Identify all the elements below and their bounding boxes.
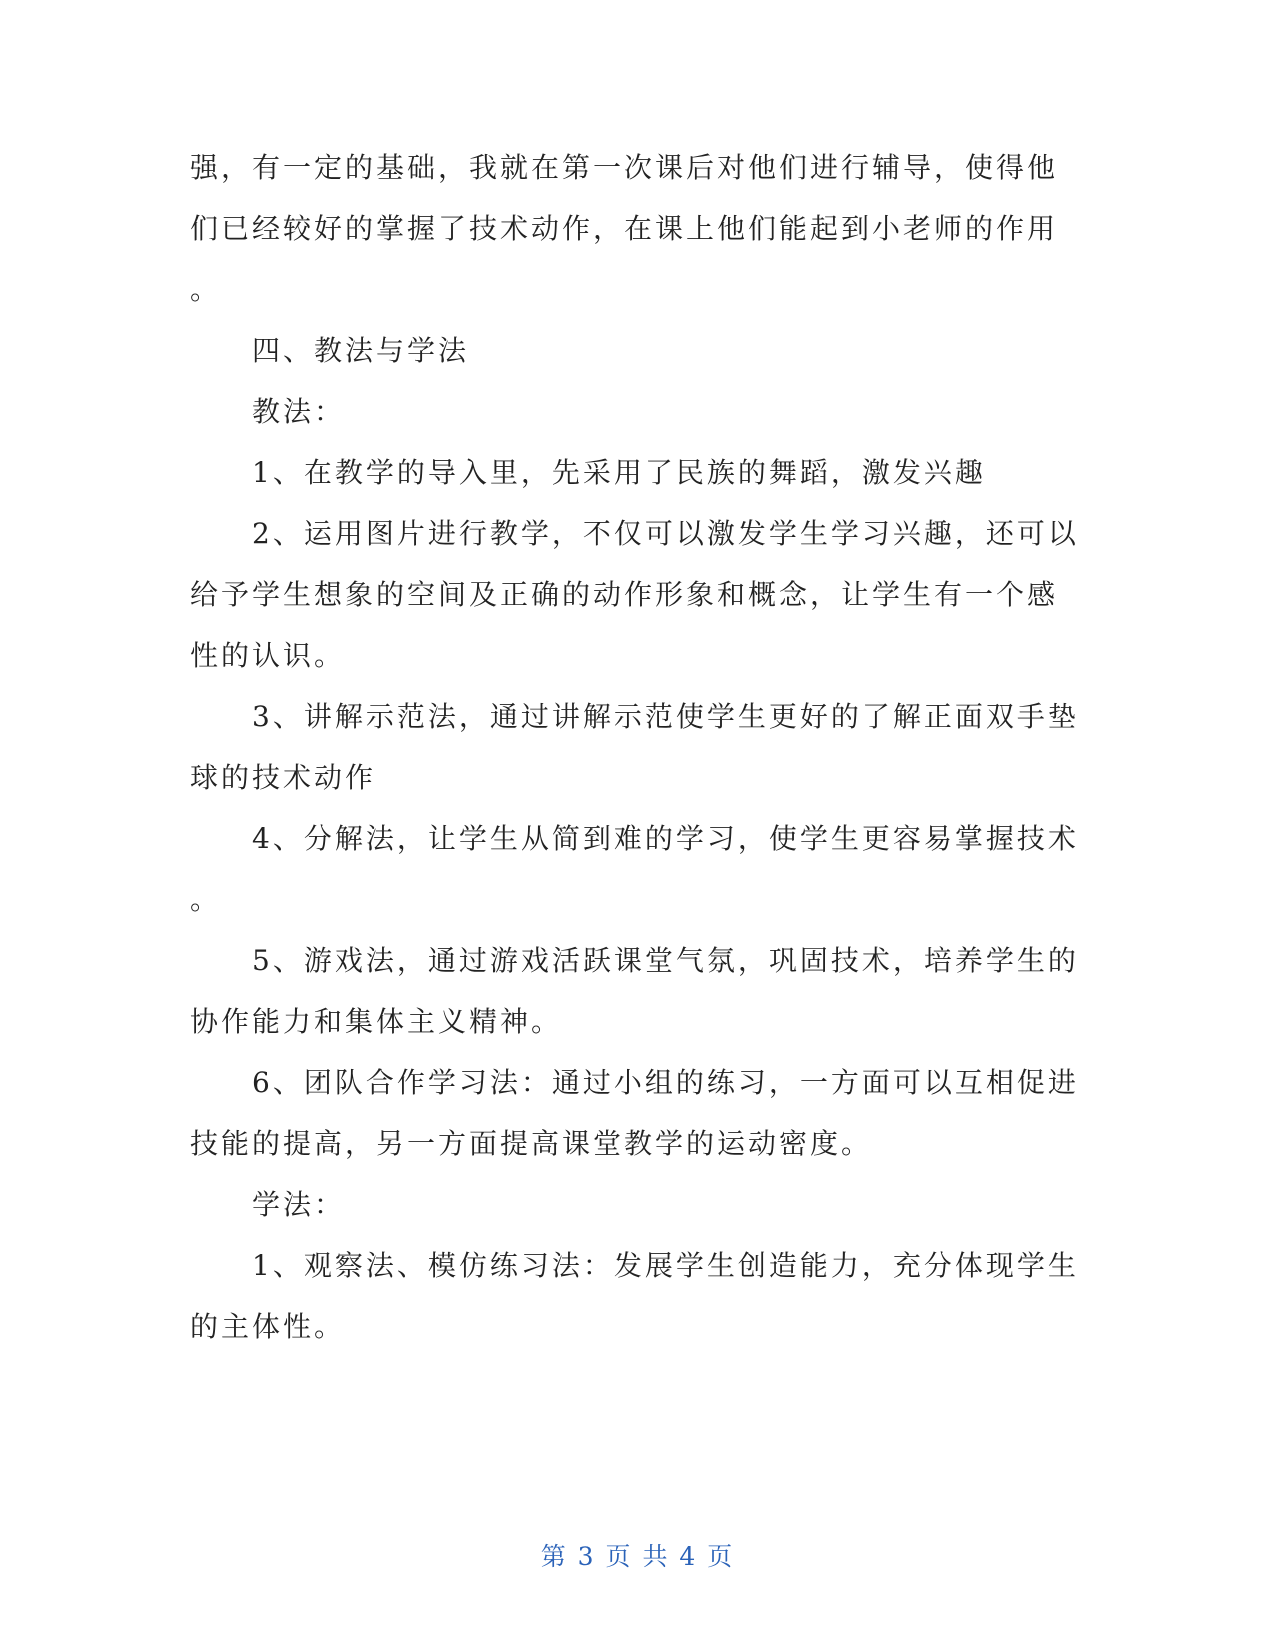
subheading-teaching-method	[190, 381, 1090, 442]
list-item-teaching-2	[190, 503, 1090, 686]
text-line: 强，有一定的基础，我就在第一次课后对他们进行辅导，使得他	[190, 151, 1059, 184]
text-line: 性的认识。	[190, 639, 346, 672]
paragraph-continuation	[190, 137, 1090, 320]
text-line: 3、讲解示范法，通过讲解示范使学生更好的了解正面双手垫	[252, 700, 1079, 733]
text-line: 给予学生想象的空间及正确的动作形象和概念，让学生有一个感	[190, 578, 1059, 611]
list-item-teaching-4	[190, 808, 1090, 930]
section-heading: 四、教法与学法	[252, 334, 470, 367]
text-line: 球的技术动作	[190, 761, 377, 794]
list-item-teaching-5	[190, 930, 1090, 1052]
subheading: 学法：	[252, 1188, 346, 1221]
document-body	[190, 137, 1090, 1357]
text-line: 1、观察法、模仿练习法：发展学生创造能力，充分体现学生	[252, 1249, 1079, 1282]
text-line: 1、在教学的导入里，先采用了民族的舞蹈，激发兴趣	[252, 456, 986, 489]
list-item-learning-1	[190, 1235, 1090, 1357]
subheading: 教法：	[252, 395, 346, 428]
text-line: 5、游戏法，通过游戏活跃课堂气氛，巩固技术，培养学生的	[252, 944, 1079, 977]
text-line: 。	[190, 883, 222, 916]
list-item-teaching-1	[190, 442, 1090, 503]
text-line: 2、运用图片进行教学，不仅可以激发学生学习兴趣，还可以	[252, 517, 1079, 550]
text-line: 的主体性。	[190, 1310, 346, 1343]
text-line: 技能的提高，另一方面提高课堂教学的运动密度。	[190, 1127, 873, 1160]
text-line: 。	[190, 273, 222, 306]
subheading-learning-method	[190, 1174, 1090, 1235]
list-item-teaching-3	[190, 686, 1090, 808]
text-line: 们已经较好的掌握了技术动作，在课上他们能起到小老师的作用	[190, 212, 1059, 245]
page-number-footer: 第 3 页 共 4 页	[540, 1542, 735, 1571]
section-heading-teaching-methods	[190, 320, 1090, 381]
text-line: 协作能力和集体主义精神。	[190, 1005, 563, 1038]
text-line: 6、团队合作学习法：通过小组的练习，一方面可以互相促进	[252, 1066, 1079, 1099]
text-line: 4、分解法，让学生从简到难的学习，使学生更容易掌握技术	[252, 822, 1079, 855]
list-item-teaching-6	[190, 1052, 1090, 1174]
